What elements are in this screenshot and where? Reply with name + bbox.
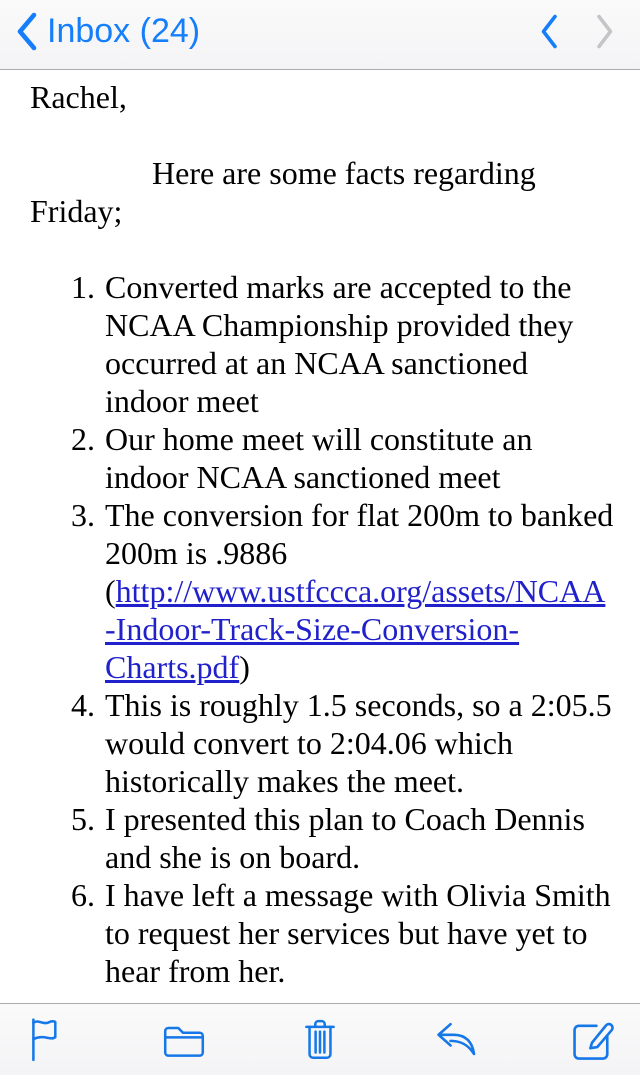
list-item: [30, 420, 614, 496]
list-number: 1.: [71, 269, 95, 305]
previous-message-button[interactable]: [538, 13, 560, 50]
flag-button[interactable]: [22, 1014, 74, 1066]
back-button-label: Inbox (24): [47, 12, 201, 50]
flag-icon: [25, 1016, 71, 1064]
trash-icon: [297, 1015, 343, 1065]
back-to-inbox-button[interactable]: [14, 11, 200, 52]
trash-button[interactable]: [294, 1014, 346, 1066]
greeting-line: Rachel,: [30, 79, 127, 115]
navbar: [0, 0, 640, 70]
list-number: 6.: [71, 877, 95, 913]
chevron-left-icon: [538, 13, 560, 50]
fact-list: [30, 268, 614, 990]
next-message-button[interactable]: [594, 13, 616, 50]
list-item: [30, 800, 614, 876]
reply-button[interactable]: [430, 1014, 482, 1066]
list-text: Our home meet will constitute an indoor NCAA sanctioned meet: [105, 421, 533, 495]
list-text: I presented this plan to Coach Dennis and she is on board.: [105, 801, 585, 875]
list-number: 4.: [71, 687, 95, 723]
folder-button[interactable]: [158, 1014, 210, 1066]
compose-icon: [568, 1016, 616, 1064]
list-item: [30, 268, 614, 420]
list-text: I have left a message with Olivia Smith to request her services but have yet to hear from her.: [105, 877, 611, 989]
list-number: 2.: [71, 421, 95, 457]
email-body: [0, 70, 640, 1003]
reply-icon: [432, 1017, 480, 1063]
list-item: [30, 876, 614, 990]
compose-button[interactable]: [566, 1014, 618, 1066]
bottom-toolbar: [0, 1003, 640, 1075]
list-text: Converted marks are accepted to the NCAA Championship provided they occurred at an NCAA sanctioned indoor meet: [105, 269, 574, 419]
list-text: This is roughly 1.5 seconds, so a 2:05.5 would convert to 2:04.06 which historically makes the meet.: [105, 687, 612, 799]
conversion-charts-link[interactable]: http://www.ustfccca.org/assets/NCAA-Indoor-Track-Size-Conversion-Charts.pdf: [105, 573, 606, 685]
back-chevron-icon: [14, 11, 38, 52]
intro-line: Here are some facts regarding Friday;: [30, 155, 536, 229]
list-number: 3.: [71, 497, 95, 533]
list-item: [30, 496, 614, 686]
list-item: [30, 686, 614, 800]
list-text: The conversion for flat 200m to banked 200m is .9886 (http://www.ustfccca.org/assets/NCAA-Indoor-Track-Size-Conversion-Charts.pdf): [105, 497, 614, 685]
list-number: 5.: [71, 801, 95, 837]
folder-icon: [160, 1016, 208, 1064]
message-pager: [538, 13, 616, 50]
chevron-right-icon: [594, 13, 616, 50]
